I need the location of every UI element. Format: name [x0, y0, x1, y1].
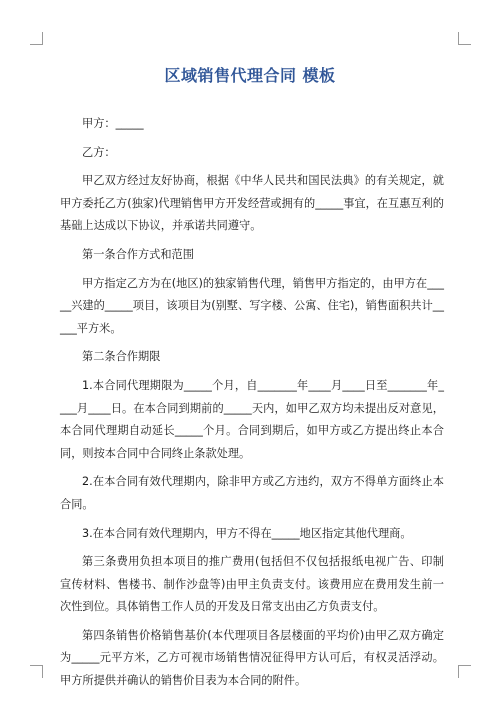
- crop-mark-top-left: [30, 32, 43, 45]
- article-2-clause-3: 3.在本合同有效代理期内，甲方不得在_____地区指定其他代理商。: [82, 526, 412, 540]
- document-body: [60, 113, 444, 693]
- article-2-clause-2: 2.在本合同有效代理期内，除非甲方或乙方违约，双方不得单方面终止本合同。: [60, 475, 444, 511]
- crop-mark-bottom-left: [30, 665, 43, 678]
- article-2-clause-1: 1.本合同代理期限为_____个月，自_______年____月____日至_______年____月____日。在本合同到期前的_____天内，如甲乙双方均未提出反对意见，本合同代理期自动延长_____个月。合同到期后，如甲方或乙方提出终止本合同，则按本合同中合同终止条款处理。: [60, 378, 444, 460]
- preamble-paragraph: 甲乙双方经过友好协商，根据《中华人民共和国民法典》的有关规定，就甲方委托乙方(独家)代理销售甲方开发经营或拥有的_____事宜，在互惠互利的基础上达成以下协议，并承诺共同遵守。: [60, 174, 444, 233]
- party-b-line: 乙方：: [82, 145, 116, 159]
- crop-mark-top-right: [458, 32, 471, 45]
- crop-mark-bottom-right: [458, 665, 471, 678]
- article-1-paragraph: 甲方指定乙方为在(地区)的独家销售代理，销售甲方指定的，由甲方在_____兴建的_____项目，该项目为(别墅、写字楼、公寓、住宅)，销售面积共计_____平方米。: [60, 276, 444, 335]
- article-2-heading: 第二条合作期限: [82, 350, 161, 364]
- document-title: 区域销售代理合同 模板: [164, 66, 336, 85]
- article-4-paragraph: 第四条销售价格销售基价(本代理项目各层楼面的平均价)由甲乙双方确定为_____元平方米，乙方可视市场销售情况征得甲方认可后，有权灵活浮动。甲方所提供并确认的销售价目表为本合同的附件。: [60, 628, 444, 688]
- article-3-paragraph: 第三条费用负担本项目的推广费用(包括但不仅包括报纸电视广告、印制宣传材料、售楼书、制作沙盘等)由甲主负责支付。该费用应在费用发生前一次性到位。具体销售工作人员的开发及日常支出由乙方负责支付。: [60, 555, 444, 614]
- article-1-heading: 第一条合作方式和范围: [82, 247, 194, 261]
- party-a-line: 甲方：_____: [82, 117, 144, 130]
